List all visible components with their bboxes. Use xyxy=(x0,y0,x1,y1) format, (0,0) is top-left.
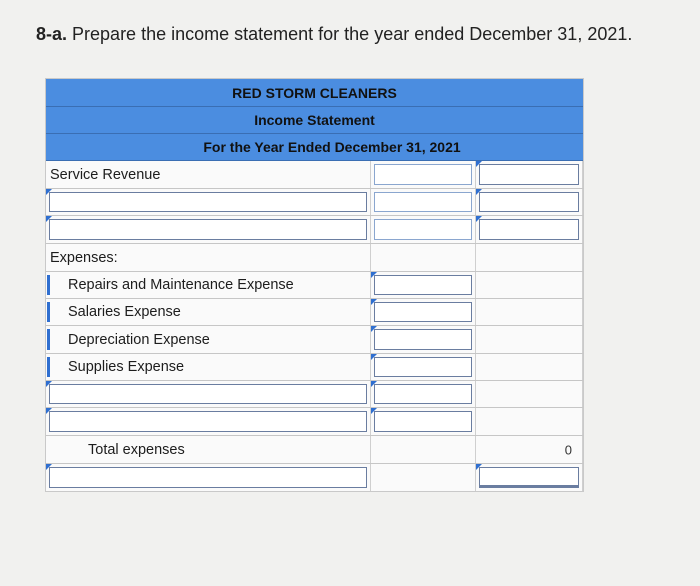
expense-label-cell xyxy=(46,326,371,353)
expense-label-cell xyxy=(46,299,371,325)
dropdown-marker-icon xyxy=(476,216,482,222)
blank-expense-label-input[interactable] xyxy=(49,411,367,432)
statement-name-header xyxy=(46,107,583,134)
total-expenses-row xyxy=(46,436,583,464)
expense-total-cell xyxy=(476,299,583,325)
dropdown-marker-icon xyxy=(46,408,52,414)
blank-row-2-total-input[interactable] xyxy=(479,219,579,240)
expense-total-cell xyxy=(476,272,583,298)
service-revenue-label-cell xyxy=(46,161,371,188)
expense-amount-cell[interactable] xyxy=(371,326,476,353)
income-statement-table xyxy=(45,78,584,492)
service-revenue-row xyxy=(46,161,583,189)
expense-row-repairs xyxy=(46,272,583,299)
dropdown-marker-icon xyxy=(46,216,52,222)
expense-amount-cell[interactable] xyxy=(371,299,476,325)
net-income-label-cell[interactable] xyxy=(46,464,371,491)
expense-label: Supplies Expense xyxy=(68,359,185,375)
dropdown-marker-icon xyxy=(476,189,482,195)
expense-amount-cell[interactable] xyxy=(371,354,476,380)
expense-row-supplies xyxy=(46,354,583,381)
total-expenses-label: Total expenses xyxy=(88,441,185,458)
net-income-label-input[interactable] xyxy=(49,467,367,488)
dropdown-marker-icon xyxy=(46,189,52,195)
row-marker-icon xyxy=(47,329,50,350)
expenses-total-cell xyxy=(476,244,583,271)
expenses-label-cell xyxy=(46,244,371,271)
period-header xyxy=(46,134,583,161)
dropdown-marker-icon xyxy=(371,354,377,360)
dropdown-marker-icon xyxy=(476,464,482,470)
service-revenue-total-cell[interactable] xyxy=(476,161,583,188)
expense-amount-input[interactable] xyxy=(374,275,472,295)
expenses-amount-cell xyxy=(371,244,476,271)
dropdown-marker-icon xyxy=(371,408,377,414)
blank-row-1-amount-input[interactable] xyxy=(374,192,472,212)
expense-amount-input[interactable] xyxy=(374,302,472,322)
expenses-header-row xyxy=(46,244,583,272)
blank-expense-total-cell xyxy=(476,381,583,407)
blank-expense-amount-input[interactable] xyxy=(374,384,472,404)
dropdown-marker-icon xyxy=(371,299,377,305)
expense-label-cell xyxy=(46,354,371,380)
statement-name: Income Statement xyxy=(254,112,375,128)
expense-row-depreciation xyxy=(46,326,583,354)
expense-label: Repairs and Maintenance Expense xyxy=(68,277,294,293)
row-marker-icon xyxy=(47,302,50,322)
net-income-row xyxy=(46,464,583,491)
blank-row-2-total-cell[interactable] xyxy=(476,216,583,243)
expense-amount-input[interactable] xyxy=(374,329,472,350)
dropdown-marker-icon xyxy=(371,272,377,278)
question-heading xyxy=(36,24,632,45)
statement-period: For the Year Ended December 31, 2021 xyxy=(203,139,461,155)
blank-expense-amount-input[interactable] xyxy=(374,411,472,432)
dropdown-marker-icon xyxy=(476,161,482,167)
blank-row-2-label-input[interactable] xyxy=(49,219,367,240)
net-income-total-cell[interactable] xyxy=(476,464,583,491)
blank-row-2-amount-cell[interactable] xyxy=(371,216,476,243)
blank-expense-label-cell[interactable] xyxy=(46,408,371,435)
blank-row-1-label-cell[interactable] xyxy=(46,189,371,215)
expense-label-cell xyxy=(46,272,371,298)
blank-row-1-label-input[interactable] xyxy=(49,192,367,212)
question-number: 8-a. xyxy=(36,24,68,44)
expenses-label: Expenses: xyxy=(50,249,118,266)
total-expenses-label-cell xyxy=(46,436,371,463)
total-expenses-value: 0 xyxy=(564,442,572,457)
expense-label: Depreciation Expense xyxy=(68,331,210,348)
expense-row-salaries xyxy=(46,299,583,326)
blank-row-2-amount-input[interactable] xyxy=(374,219,472,240)
blank-row-1 xyxy=(46,189,583,216)
service-revenue-label: Service Revenue xyxy=(50,166,161,183)
net-income-amount-cell xyxy=(371,464,476,491)
blank-row-2-label-cell[interactable] xyxy=(46,216,371,243)
company-name: RED STORM CLEANERS xyxy=(232,85,397,101)
blank-expense-label-input[interactable] xyxy=(49,384,367,404)
expense-amount-input[interactable] xyxy=(374,357,472,377)
company-name-header xyxy=(46,79,583,107)
question-text: Prepare the income statement for the year ended December 31, 2021. xyxy=(67,24,633,44)
blank-expense-label-cell[interactable] xyxy=(46,381,371,407)
blank-row-2 xyxy=(46,216,583,244)
expense-amount-cell[interactable] xyxy=(371,272,476,298)
dropdown-marker-icon xyxy=(46,381,52,387)
blank-row-1-amount-cell[interactable] xyxy=(371,189,476,215)
total-expenses-total-cell xyxy=(476,436,583,463)
net-income-total-input[interactable] xyxy=(479,467,579,488)
dropdown-marker-icon xyxy=(371,381,377,387)
dropdown-marker-icon xyxy=(371,326,377,332)
row-marker-icon xyxy=(47,275,50,295)
row-marker-icon xyxy=(47,357,50,377)
dropdown-marker-icon xyxy=(46,464,52,470)
blank-expense-total-cell xyxy=(476,408,583,435)
service-revenue-amount-input[interactable] xyxy=(374,164,472,185)
blank-expense-row-1 xyxy=(46,381,583,408)
expense-label: Salaries Expense xyxy=(68,304,181,320)
expense-total-cell xyxy=(476,354,583,380)
blank-expense-row-2 xyxy=(46,408,583,436)
blank-row-1-total-cell[interactable] xyxy=(476,189,583,215)
service-revenue-total-input[interactable] xyxy=(479,164,579,185)
expense-total-cell xyxy=(476,326,583,353)
service-revenue-amount-cell[interactable] xyxy=(371,161,476,188)
blank-expense-amount-cell[interactable] xyxy=(371,381,476,407)
blank-row-1-total-input[interactable] xyxy=(479,192,579,212)
total-expenses-amount-cell xyxy=(371,436,476,463)
blank-expense-amount-cell[interactable] xyxy=(371,408,476,435)
